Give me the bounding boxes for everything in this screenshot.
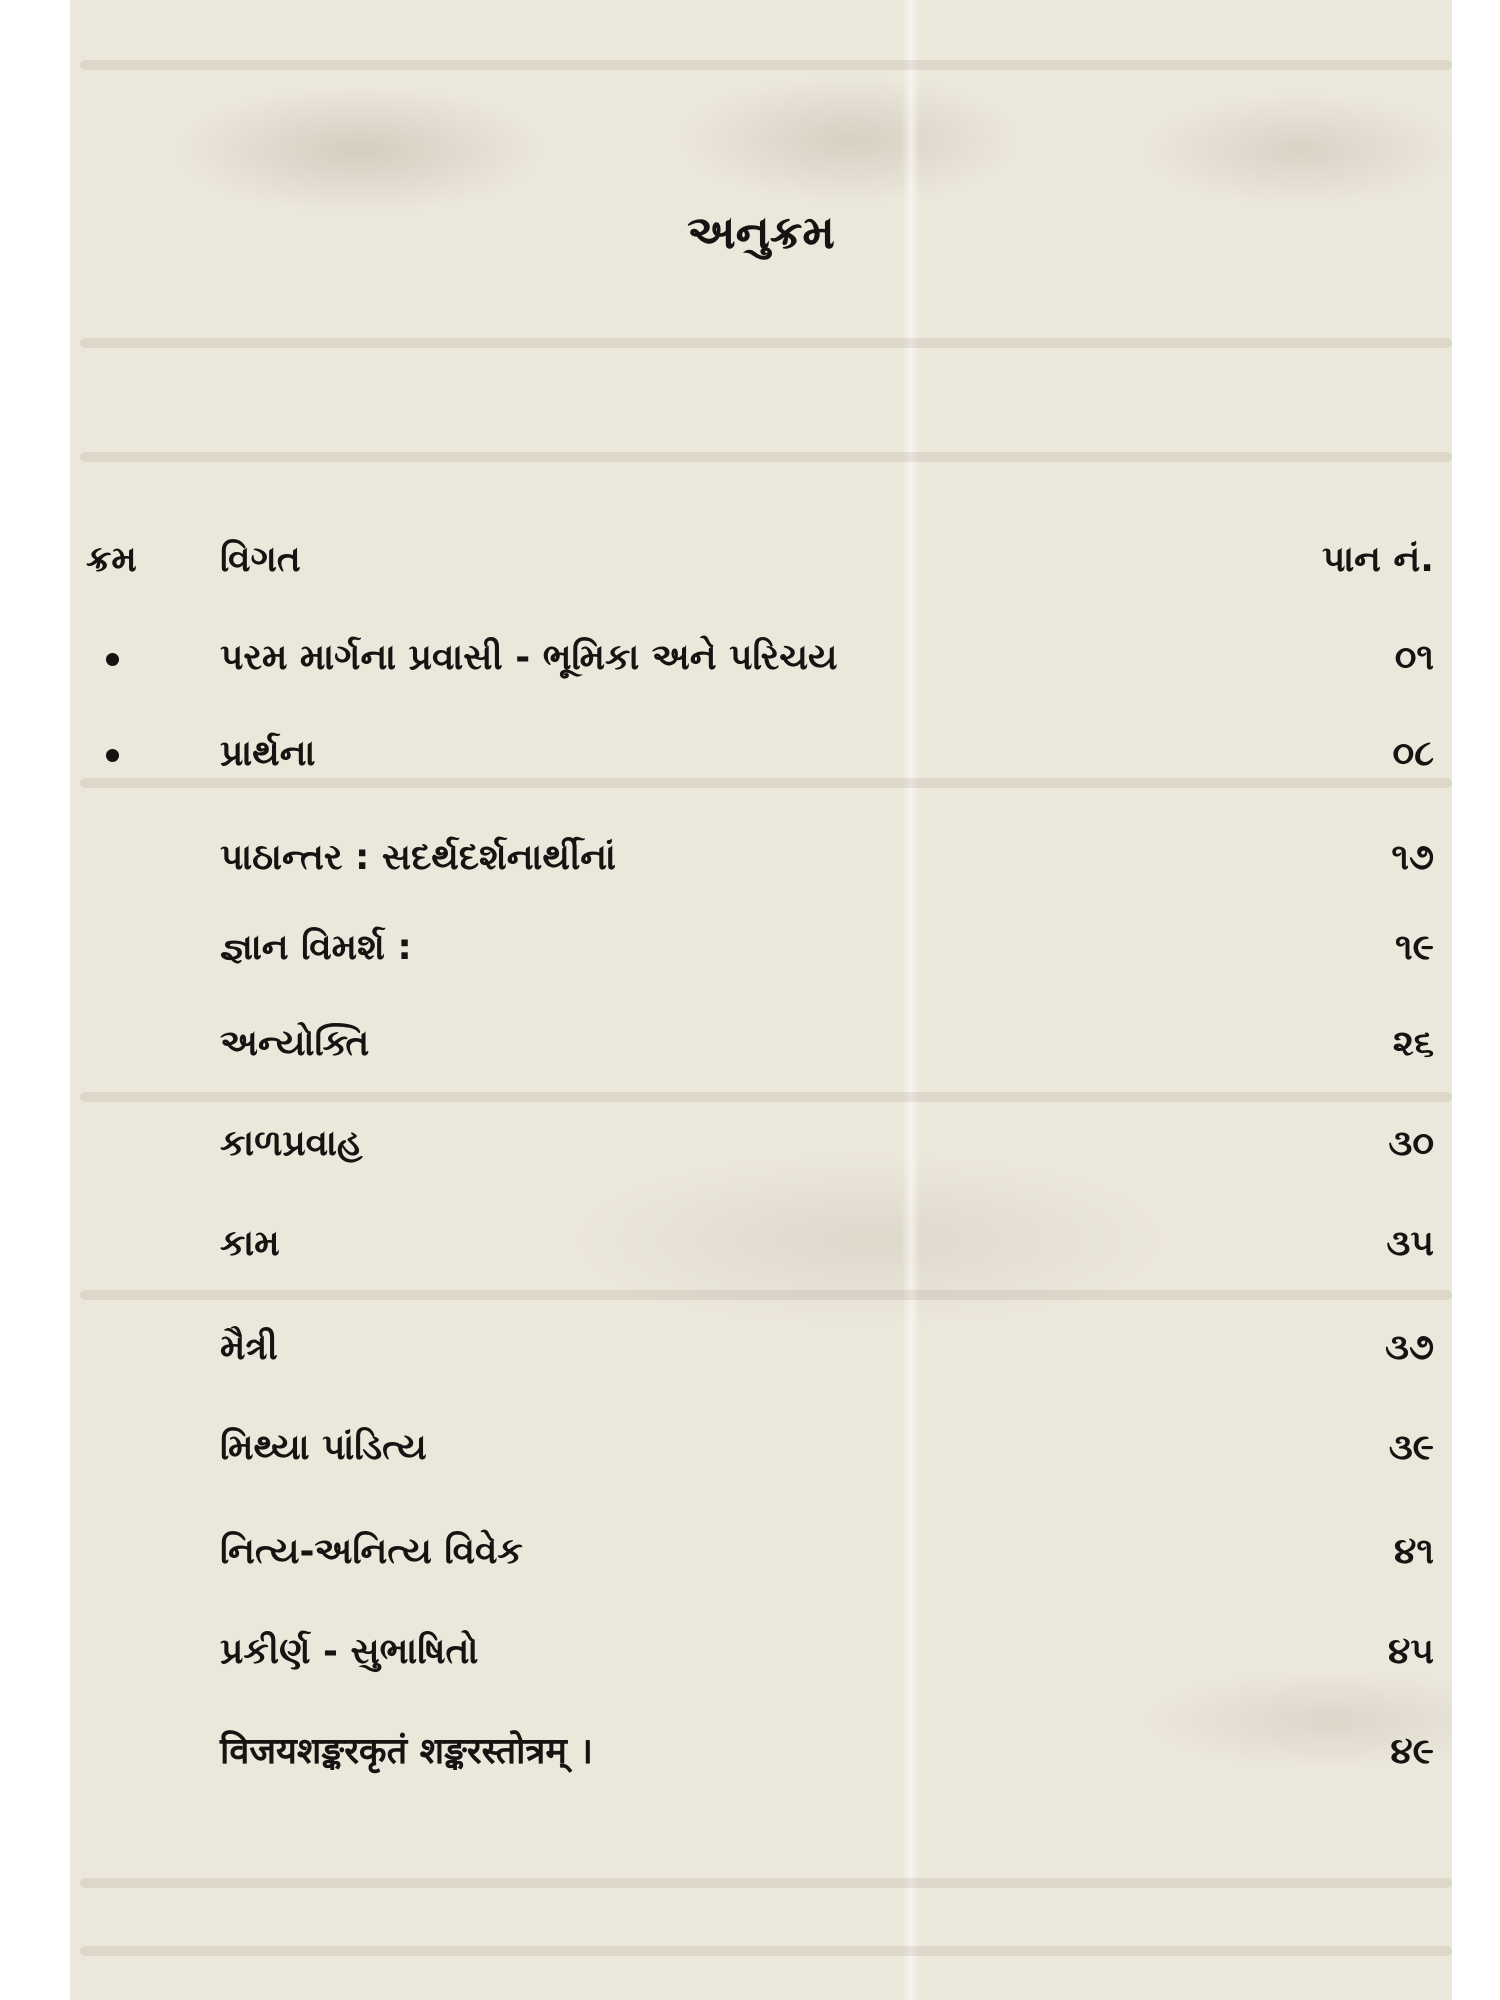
toc-entry	[70, 1112, 1452, 1176]
toc-entry-page: ૩૦	[1388, 1123, 1434, 1164]
toc-entry-page: ૪૯	[1390, 1731, 1434, 1772]
column-header-number: ક્રમ	[86, 539, 137, 580]
column-header-page: પાન નં.	[1321, 539, 1434, 580]
toc-entry	[70, 626, 1452, 690]
toc-entry-page: ૦૮	[1392, 733, 1434, 774]
bleed-through-line	[80, 1092, 1452, 1102]
toc-entry-title: કામ	[220, 1223, 280, 1264]
toc-entry-page: ૧૯	[1395, 927, 1434, 968]
toc-entry-title: પ્રાર્થના	[220, 733, 316, 774]
bleed-through-line	[80, 1946, 1452, 1956]
bleed-through-line	[80, 338, 1452, 348]
page-fold	[902, 0, 920, 2000]
toc-entry-title: કાળપ્રવાહ	[220, 1123, 363, 1164]
toc-entry-page: ૩૭	[1385, 1327, 1434, 1368]
toc-header	[70, 528, 1452, 592]
toc-entry	[70, 1620, 1452, 1684]
toc-entry-page: ૩૫	[1386, 1223, 1434, 1264]
toc-entry-page: ૦૧	[1394, 637, 1434, 678]
toc-entry-title: મિથ્યા પાંડિત્ય	[220, 1427, 427, 1468]
toc-entry-title: જ્ઞાન વિમર્શ :	[220, 927, 412, 968]
toc-entry-page: ૪૧	[1394, 1531, 1434, 1572]
toc-entry	[70, 1212, 1452, 1276]
toc-entry	[70, 1520, 1452, 1584]
toc-entry-title: विजयशङ्करकृतं शङ्करस्तोत्रम् ।	[220, 1731, 594, 1772]
page-title: અનુક્રમ	[687, 205, 835, 259]
toc-entry-title: નિત્ય-અનિત્ય વિવેક	[220, 1531, 523, 1572]
book-page	[70, 0, 1452, 2000]
toc-entry	[70, 722, 1452, 786]
bleed-through-line	[80, 452, 1452, 462]
toc-entry	[70, 1416, 1452, 1480]
bullet-icon	[106, 653, 119, 666]
bullet-icon	[106, 749, 119, 762]
bleed-through-line	[80, 1878, 1452, 1888]
toc-entry-page: ૨૬	[1392, 1023, 1434, 1064]
toc-entry-title: પ્રકીર્ણ - સુભાષિતો	[220, 1631, 479, 1672]
toc-entry-page: ૧૭	[1391, 837, 1434, 878]
toc-entry-title: પરમ માર્ગના પ્રવાસી - ભૂમિકા અને પરિચય	[220, 637, 838, 678]
toc-entry-bullet	[86, 626, 166, 690]
toc-entry	[70, 826, 1452, 890]
bleed-through-line	[80, 60, 1452, 70]
toc-entry-page: ૩૯	[1388, 1427, 1434, 1468]
toc-entry	[70, 1720, 1452, 1784]
bleed-through-line	[80, 1290, 1452, 1300]
toc-entry-page: ૪૫	[1388, 1631, 1434, 1672]
toc-entry	[70, 1316, 1452, 1380]
toc-entry	[70, 916, 1452, 980]
toc-entry-title: અન્યોક્તિ	[220, 1023, 370, 1064]
column-header-title: વિગત	[220, 539, 301, 580]
toc-entry	[70, 1012, 1452, 1076]
toc-entry-title: પાઠાન્તર : સદર્થદર્શનાર્થીનાં	[220, 837, 616, 878]
toc-entry-bullet	[86, 722, 166, 786]
toc-entry-title: મૈત્રી	[220, 1327, 278, 1368]
